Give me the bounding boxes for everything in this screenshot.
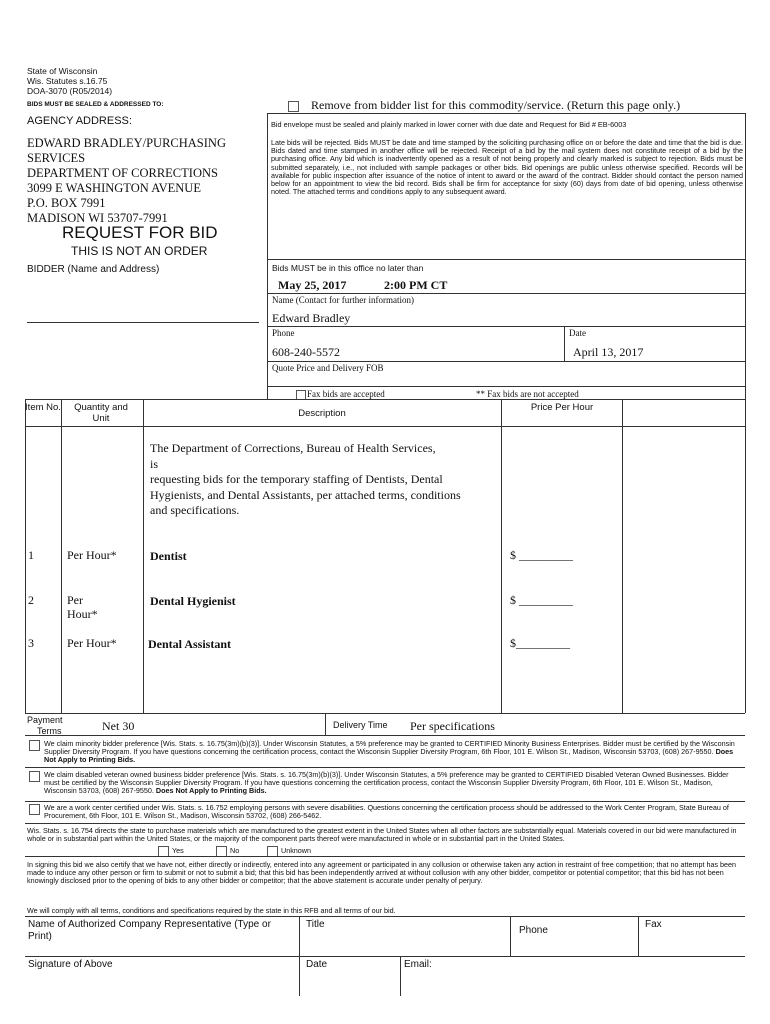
minority-text: We claim minority bidder preference [Wis. Stats. s. 16.75(3m)(b)(3)]. Under Wisconsin Statutes, a 5% preference may be granted to CERTIFIED Minority Business Enterprises. Bidder must be certified by the Wisconsin Supplier Diversity Program. If you have questions concerning the certification process, contact the Wisconsin Supplier Diversity Program, 6th Floor, 101 E. Wilson St., Madison, Wisconsin 53703, (608) 267-9550. xyxy=(44,739,735,757)
title-field[interactable]: Title xyxy=(306,919,325,930)
statutes-label: Wis. Statutes s.16.75 xyxy=(27,76,108,86)
pref-line xyxy=(25,856,745,857)
row-quantity: Per Hour* xyxy=(67,636,117,650)
phone-label: Phone xyxy=(272,328,295,338)
panel-top-line xyxy=(267,113,745,114)
signature-divider xyxy=(400,956,401,996)
intro-line: and specifications. xyxy=(150,503,240,517)
minority-preference-checkbox[interactable] xyxy=(29,740,40,751)
table-col-line xyxy=(745,399,746,713)
row-quantity: Per Hour* xyxy=(67,548,117,562)
quote-label: Quote Price and Delivery FOB xyxy=(272,363,384,373)
date-field[interactable]: Date xyxy=(306,959,328,970)
state-label: State of Wisconsin xyxy=(27,66,98,76)
table-bottom-line xyxy=(25,713,745,714)
date-value: April 13, 2017 xyxy=(573,345,644,359)
row-description: Dentist xyxy=(150,549,187,563)
signature-top-line xyxy=(25,916,745,917)
signature-divider xyxy=(510,916,511,956)
rep-name-field[interactable] xyxy=(28,919,278,943)
fax-accepted-label: Fax bids are accepted xyxy=(307,389,385,399)
pref-line xyxy=(25,767,745,768)
fax-not-accepted-label: ** Fax bids are not accepted xyxy=(476,389,579,399)
row-item-number: 3 xyxy=(28,636,34,650)
late-bids-text: Late bids will be rejected. Bids MUST be date and time stamped by the soliciting purchasing office on or before the date and time that the bid is due. Bids dated and time stamped in another office will be rejected. Receipt of a bid by the mail system does not constitute receipt of a bid by the purchasing office. Any bid which is inadvertently opened as a result of not being properly and clearly marked is subject to rejection. Bids must be submitted separately, i.e., not included with sample packages or other bids. Bid openings are public unless otherwise specified. Records will be available for public inspection after issuance of the notice of intent to award or the award of the contract. Bidder should contact the person named below for an appointment to view the bid record. Bids shall be firm for acceptance for sixty (60) days from date of bid opening, unless otherwise noted. The attached terms and conditions apply to any subsequent award. xyxy=(271,138,743,197)
table-col-line xyxy=(143,399,144,713)
veteran-preference-checkbox[interactable] xyxy=(29,771,40,782)
delivery-time-value: Per specifications xyxy=(410,719,495,733)
terms-bottom-line xyxy=(25,735,745,736)
signature-mid-line xyxy=(25,956,745,957)
terms-label: Terms xyxy=(37,726,62,736)
delivery-time-label: Delivery Time xyxy=(333,720,388,730)
row-quantity: Per xyxy=(67,593,83,607)
remove-from-list-checkbox[interactable] xyxy=(288,101,299,112)
address-line: SERVICES xyxy=(27,151,86,165)
table-col-line xyxy=(61,399,62,713)
page-subtitle: THIS IS NOT AN ORDER xyxy=(71,244,208,258)
intro-line: The Department of Corrections, Bureau of Health Services, xyxy=(150,441,436,455)
address-line: 3099 E WASHINGTON AVENUE xyxy=(27,181,201,195)
no-label: No xyxy=(230,846,240,855)
unknown-label: Unknown xyxy=(281,846,311,855)
phone-field[interactable]: Phone xyxy=(519,925,548,936)
comply-text: We will comply with all terms, conditions and specifications required by the state in this RFB and all terms of our bid. xyxy=(27,906,396,915)
description-intro xyxy=(150,441,500,519)
page-title: REQUEST FOR BID xyxy=(62,223,218,242)
row-price[interactable]: $ _________ xyxy=(510,548,573,562)
address-line: EDWARD BRADLEY/PURCHASING xyxy=(27,136,226,150)
phone-date-divider xyxy=(564,326,565,361)
collusion-text: In signing this bid we also certify that we have not, either directly or indirectly, entered into any agreement or participated in any collusion or otherwise taken any action in restraint of free competition; that no attempt has been made to induce any other person or firm to submit or not to submit a bid; that this bid has been independently arrived at without collusion with any other bidder, competitor or potential competitor; that this bid has not been knowingly disclosed prior to the opening of bids to any other bidder or competitor; that the above statement is accurate under penalty of perjury. xyxy=(27,860,737,886)
row-price[interactable]: $ _________ xyxy=(510,593,573,607)
pref-line xyxy=(25,801,745,802)
intro-line: is xyxy=(150,456,159,471)
date-label: Date xyxy=(569,328,586,338)
panel-left-line xyxy=(267,113,268,399)
row-description: Dental Assistant xyxy=(148,637,232,651)
fax-field[interactable]: Fax xyxy=(645,919,662,930)
header-item: Item No. xyxy=(25,402,61,413)
row-item-number: 2 xyxy=(28,593,34,607)
due-date: May 25, 2017 xyxy=(278,278,347,292)
veteran-text: We claim disabled veteran owned business bidder preference [Wis. Stats. s. 16.75(3m)(b)(3)]. Under Wisconsin Statutes, a 5% preference may be granted to CERTIFIED Disabled Veteran Owned Businesses. Bidder must be certified by the Wisconsin Supplier Diversity Program. If you have questions concerning the certification process, contact the Wisconsin Supplier Diversity Program, 6th Floor, 101 E. Wilson St., Madison, Wisconsin 53703, (608) 267-9550. xyxy=(44,770,729,796)
panel-right-line xyxy=(745,113,746,399)
bidder-label: BIDDER (Name and Address) xyxy=(27,264,160,275)
signature-divider xyxy=(638,916,639,956)
address-line: P.O. BOX 7991 xyxy=(27,196,106,210)
phone-bottom-line xyxy=(267,361,745,362)
terms-divider xyxy=(325,713,326,735)
veteran-bold: Does Not Apply to Printing Bids. xyxy=(155,786,267,796)
bids-sealed-label: BIDS MUST BE SEALED & ADDRESSED TO: xyxy=(27,101,164,108)
table-top-line xyxy=(25,399,745,400)
due-time: 2:00 PM CT xyxy=(384,278,448,292)
payment-terms-value: Net 30 xyxy=(102,719,135,733)
yes-label: Yes xyxy=(172,846,184,855)
veteran-preference-text xyxy=(44,771,740,796)
minority-bold: Does Not Apply to Printing Bids. xyxy=(44,747,734,765)
address-line: MADISON WI 53707-7991 xyxy=(27,211,168,225)
work-center-checkbox[interactable] xyxy=(29,804,40,815)
work-center-text: We are a work center certified under Wis. Stats. s. 16.752 employing persons with severe disabilities. Questions concerning the certification process should be addressed to the Work Center Program, State Bureau of Procurement, 6th Floor, 101 E. Wilson St., Madison, Wisconsin 53702, (608) 266-5462. xyxy=(44,803,729,821)
address-line: DEPARTMENT OF CORRECTIONS xyxy=(27,166,218,180)
bids-due-label: Bids MUST be in this office no later than xyxy=(272,263,424,273)
rep-name-label: Name of Authorized Company Representative (Type or Print) xyxy=(28,919,271,942)
table-col-line xyxy=(501,399,502,713)
payment-label: Payment xyxy=(27,715,63,725)
table-col-line xyxy=(25,399,26,713)
agency-address-label: AGENCY ADDRESS: xyxy=(27,115,132,127)
header-description: Description xyxy=(298,408,346,419)
row-description: Dental Hygienist xyxy=(150,594,236,608)
manufactured-text: Wis. Stats. s. 16.754 directs the state to purchase materials which are manufactured to the greatest extent in the United States when all other factors are substantially equal. Materials covered in our bid were manufactured in whole or in substantial part within the United States, or the majority of the component parts thereof were manufactured in whole or in substantial part in the United States. xyxy=(27,826,737,844)
signature-field[interactable]: Signature of Above xyxy=(28,959,113,970)
row-price[interactable]: $_________ xyxy=(510,636,570,650)
envelope-note: Bid envelope must be sealed and plainly marked in lower corner with due date and Request for Bid # EB-6003 xyxy=(271,120,627,129)
header-price: Price Per Hour xyxy=(530,402,594,413)
contact-bottom-line xyxy=(267,326,745,327)
quote-bottom-line xyxy=(267,386,745,387)
due-bottom-line xyxy=(267,293,745,294)
remove-from-list-text: Remove from bidder list for this commodity/service. (Return this page only.) xyxy=(311,98,681,112)
intro-line: requesting bids for the temporary staffing of Dentists, Dental xyxy=(150,472,443,486)
bidder-line[interactable] xyxy=(27,322,259,323)
header-quantity: Quantity and Unit xyxy=(74,402,128,424)
intro-line: Hygienists, and Dental Assistants, per attached terms, conditions xyxy=(150,487,461,502)
row-item-number: 1 xyxy=(28,548,34,562)
due-top-line xyxy=(267,259,745,260)
form-number: DOA-3070 (R05/2014) xyxy=(27,86,113,96)
agency-address xyxy=(27,136,267,226)
payment-terms-label xyxy=(27,715,63,737)
pref-line xyxy=(25,823,745,824)
minority-preference-text xyxy=(44,740,740,765)
contact-label: Name (Contact for further information) xyxy=(272,295,414,305)
table-col-line xyxy=(622,399,623,713)
table-header-line xyxy=(25,426,745,427)
email-field[interactable]: Email: xyxy=(404,959,432,970)
contact-name: Edward Bradley xyxy=(272,311,351,325)
phone-value: 608-240-5572 xyxy=(272,345,340,359)
row-quantity-cont: Hour* xyxy=(67,607,98,621)
